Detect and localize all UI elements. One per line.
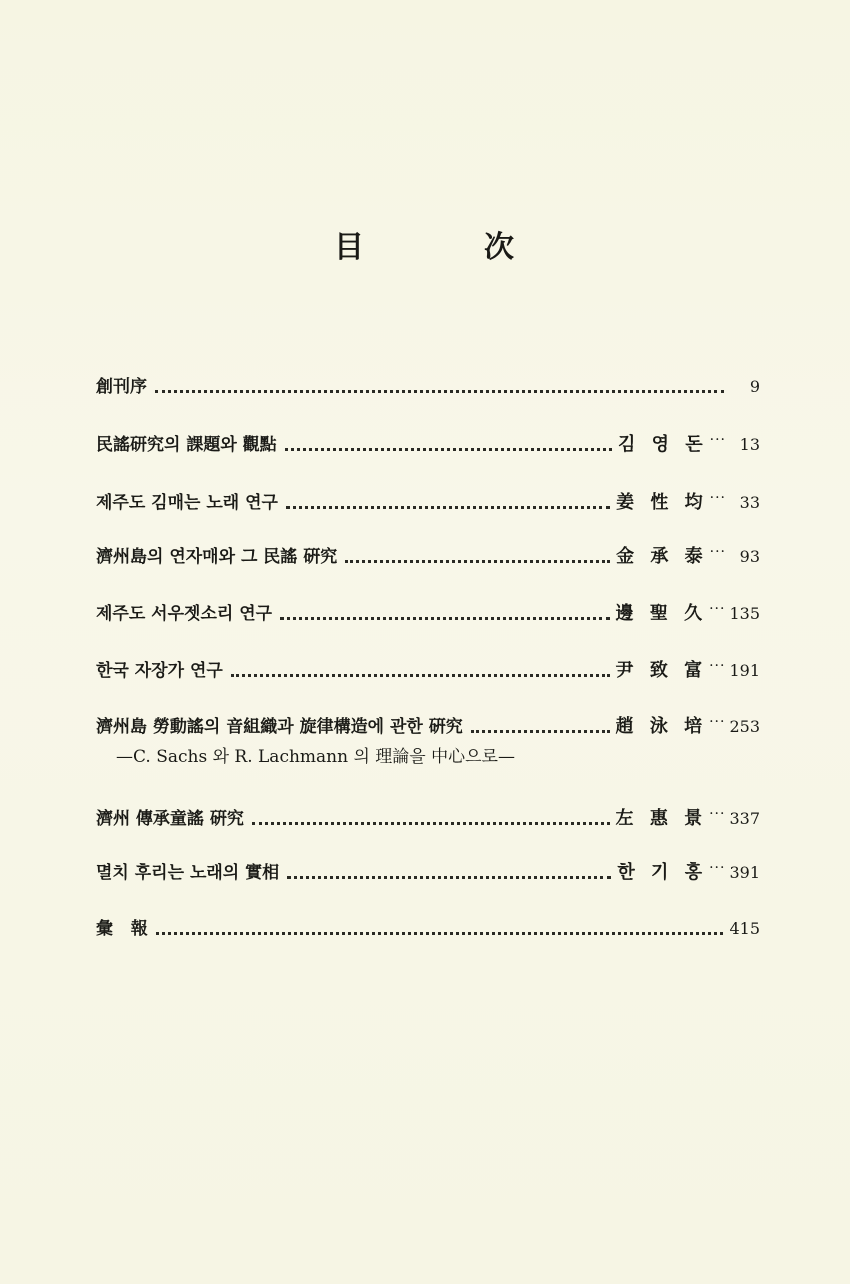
toc-entry-page: 391: [729, 863, 760, 882]
toc-entry-author: 姜 性 均: [616, 492, 708, 513]
toc-entry-page: 33: [739, 493, 760, 512]
toc-entry-title: 제주도 김매는 노래 연구: [96, 493, 278, 513]
author-dots: ···: [709, 601, 726, 617]
toc-entry-author: 左 惠 景: [615, 808, 708, 829]
title-char-2: 次: [484, 230, 516, 265]
toc-entry-page: 191: [729, 661, 760, 680]
toc-entry-title: 멸치 후리는 노래의 實相: [96, 863, 280, 883]
toc-entry-author: 김 영 돈: [617, 434, 708, 455]
toc-entry[interactable]: [96, 591, 760, 625]
toc-entry-title: 彙 報: [96, 919, 148, 939]
toc-entry-author: 한 기 홍: [617, 862, 708, 883]
toc-entry[interactable]: [96, 534, 760, 568]
toc-entry[interactable]: [96, 906, 760, 940]
dot-leader: [280, 617, 609, 620]
dot-leader: [471, 730, 610, 733]
author-dots: ···: [709, 490, 726, 506]
dot-leader: [155, 390, 724, 393]
toc-entry-author: 金 承 泰: [616, 546, 708, 567]
toc-entry[interactable]: [96, 850, 760, 884]
dot-leader: [285, 448, 612, 451]
toc-entry-title: 濟州島의 연자매와 그 民謠 硏究: [96, 547, 338, 567]
toc-entry-author: 邊 聖 久: [615, 603, 708, 624]
toc-entry-title: 제주도 서우젯소리 연구: [96, 604, 273, 624]
author-dots: ···: [709, 544, 726, 560]
toc-entry-page: 9: [749, 377, 760, 396]
toc-entry[interactable]: [96, 648, 760, 682]
author-dots: ···: [709, 860, 726, 876]
title-char-1: 目: [334, 230, 366, 265]
toc-entry-title: 濟州島 勞動謠의 音組織과 旋律構造에 관한 硏究: [96, 717, 463, 737]
toc-entry-title: 民謠研究의 課題와 觀點: [96, 435, 277, 455]
toc-entry[interactable]: [96, 796, 760, 830]
dot-leader: [156, 932, 724, 935]
toc-entry-page: 135: [729, 604, 760, 623]
page-title: [0, 222, 850, 266]
toc-entry-page: 415: [729, 919, 760, 938]
toc-entry[interactable]: [96, 480, 760, 514]
toc-entry[interactable]: [96, 364, 760, 398]
toc-entry-page: 13: [739, 435, 760, 454]
author-dots: ···: [709, 658, 726, 674]
dot-leader: [287, 876, 611, 879]
toc-entry-title: 한국 자장가 연구: [96, 661, 223, 681]
toc-entry-page: 337: [729, 809, 760, 828]
toc-entry-author: 尹 致 富: [615, 660, 708, 681]
dot-leader: [231, 674, 610, 677]
author-dots: ···: [709, 714, 726, 730]
toc-entry-title: 創刊序: [96, 377, 147, 397]
toc-entry[interactable]: [96, 422, 760, 456]
toc-entry[interactable]: [96, 704, 760, 738]
dot-leader: [345, 560, 610, 563]
toc-entry-author: 趙 泳 培: [615, 716, 708, 737]
dot-leader: [252, 822, 610, 825]
toc-entry-page: 253: [729, 717, 760, 736]
author-dots: ···: [709, 432, 726, 448]
dot-leader: [286, 506, 610, 509]
toc-entry-page: 93: [739, 547, 760, 566]
toc-entry-subtitle: —C. Sachs 와 R. Lachmann 의 理論을 中心으로—: [116, 747, 515, 767]
toc-entry-title: 濟州 傳承童謠 硏究: [96, 809, 244, 829]
author-dots: ···: [709, 806, 726, 822]
